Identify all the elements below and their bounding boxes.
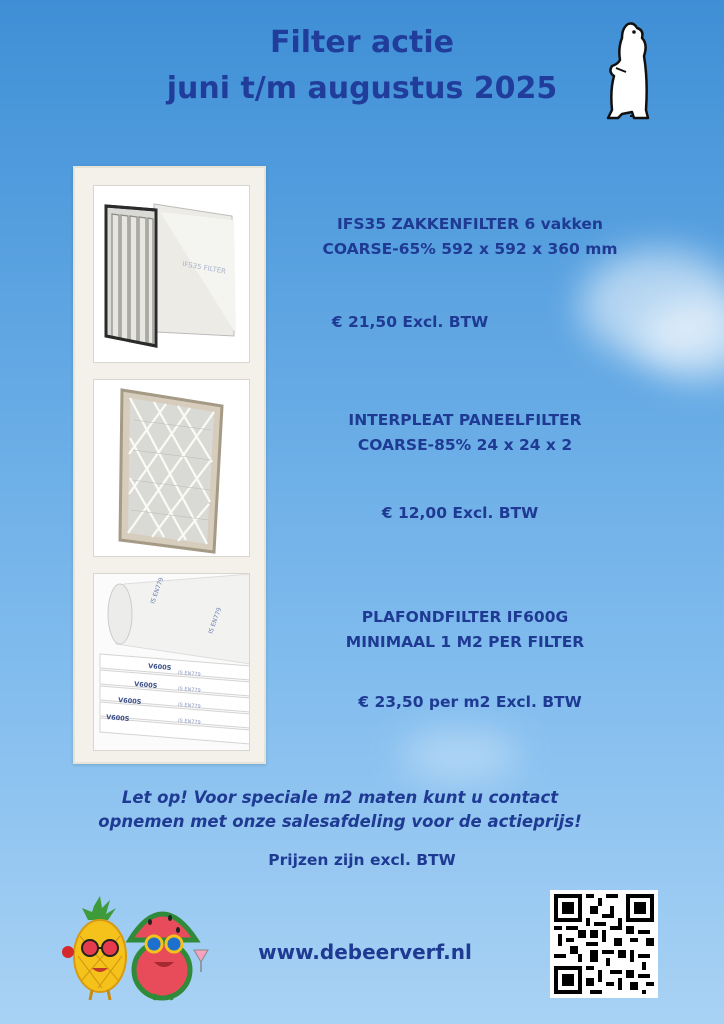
- ceiling-filter-rolls-image: [93, 573, 250, 751]
- svg-text:IS EN779: IS EN779: [177, 670, 201, 678]
- product-3-title-line-2: MINIMAAL 1 M2 PER FILTER: [345, 633, 585, 651]
- svg-text:IS EN779: IS EN779: [207, 606, 224, 635]
- cloud: [400, 730, 520, 780]
- bag-filter-image: [93, 185, 250, 363]
- svg-text:IS EN779: IS EN779: [177, 686, 201, 694]
- product-1-price: € 21,50 Excl. BTW: [331, 313, 489, 331]
- product-2-price: € 12,00 Excl. BTW: [381, 504, 539, 522]
- qr-code-icon: [550, 890, 658, 998]
- svg-text:V600S: V600S: [133, 680, 158, 691]
- product-1-title-line-1: IFS35 ZAKKENFILTER 6 vakken: [337, 215, 603, 233]
- svg-text:V600S: V600S: [105, 713, 130, 724]
- product-2-title: [290, 408, 640, 458]
- price-disclaimer: Prijzen zijn excl. BTW: [268, 851, 456, 869]
- contact-note-line-2: opnemen met onze salesafdeling voor de actieprijs!: [98, 812, 582, 831]
- product-3-title: [290, 605, 640, 655]
- product-1-title: [290, 212, 650, 262]
- svg-text:IS EN779: IS EN779: [177, 718, 201, 726]
- product-image-frame: [73, 166, 266, 764]
- product-2-title-line-2: COARSE-85% 24 x 24 x 2: [357, 436, 573, 454]
- product-1-title-line-2: COARSE-65% 592 x 592 x 360 mm: [322, 240, 618, 258]
- title-line-1: Filter actie: [270, 25, 454, 60]
- svg-text:IS EN779: IS EN779: [177, 702, 201, 710]
- product-3-price: € 23,50 per m2 Excl. BTW: [358, 693, 582, 711]
- polar-bear-icon: [604, 20, 650, 122]
- product-2-title-line-1: INTERPLEAT PANEELFILTER: [348, 411, 582, 429]
- svg-text:V600S: V600S: [117, 696, 142, 707]
- summer-fruit-characters-icon: [58, 896, 212, 1002]
- title-line-2: juni t/m augustus 2025: [166, 71, 558, 106]
- pleated-panel-filter-image: [93, 379, 250, 557]
- product-3-title-line-1: PLAFONDFILTER IF600G: [361, 608, 569, 626]
- svg-text:IS EN779: IS EN779: [149, 576, 166, 605]
- roll-label: V600S: [147, 662, 172, 673]
- contact-note-line-1: Let op! Voor speciale m2 maten kunt u contact: [121, 788, 559, 807]
- contact-note: [0, 786, 680, 834]
- svg-text:IFS35 FILTER: IFS35 FILTER: [181, 260, 227, 276]
- website-link[interactable]: www.debeerverf.nl: [258, 940, 472, 964]
